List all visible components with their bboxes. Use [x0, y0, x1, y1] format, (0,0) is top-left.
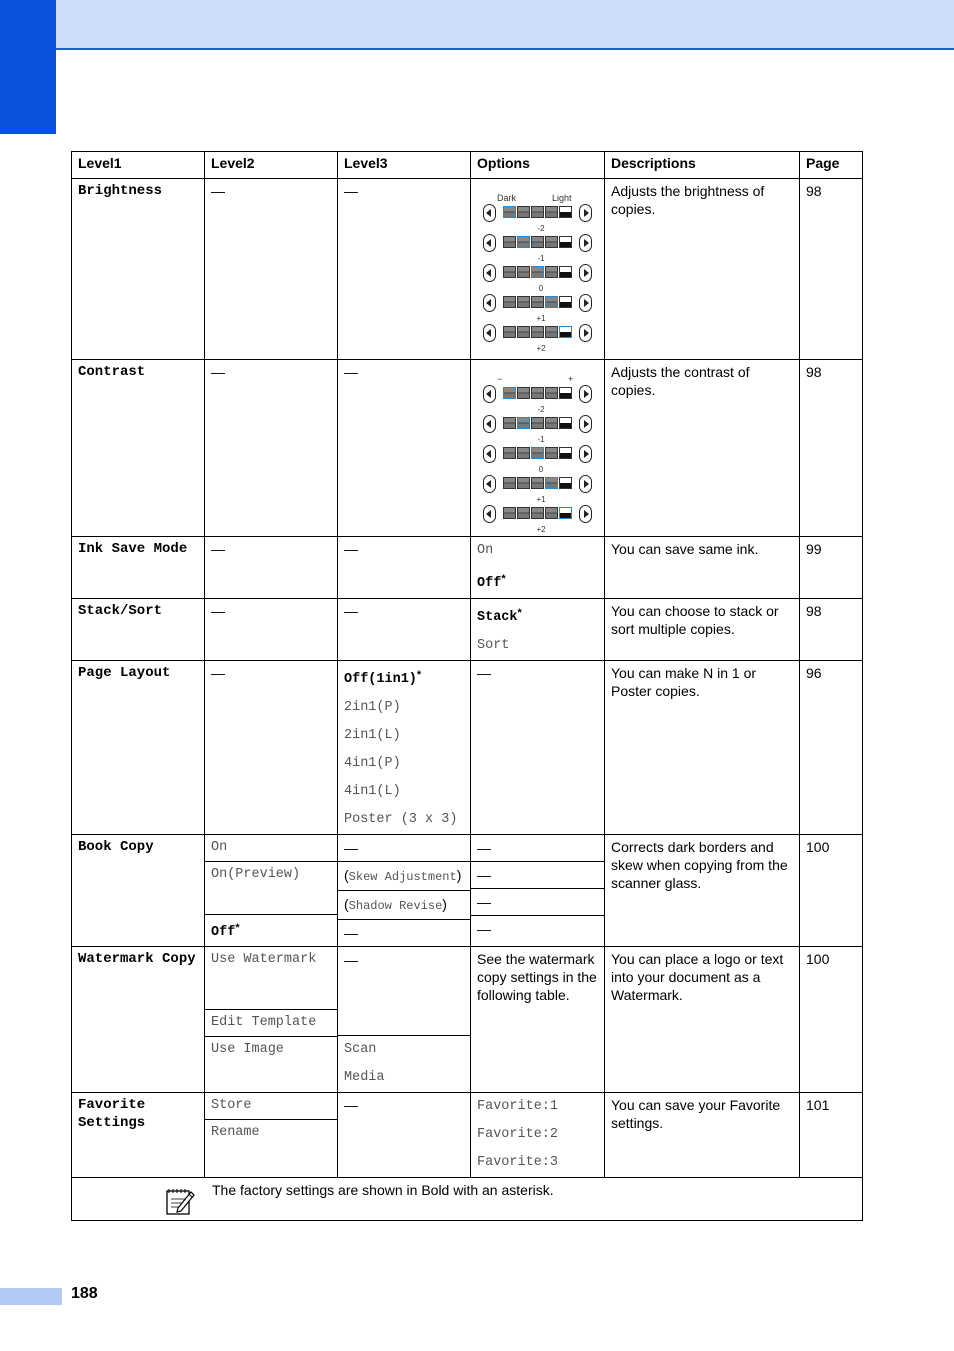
book-option-4: — — [471, 915, 604, 942]
brightness-level3: — — [338, 179, 471, 360]
table-row — [72, 1093, 863, 1178]
level-label: 0 — [538, 465, 544, 474]
level-block — [545, 387, 558, 399]
slider-step-row — [477, 231, 597, 261]
slider-plus-label: + — [568, 374, 574, 384]
header-band — [56, 0, 954, 50]
level-block — [545, 417, 558, 429]
level-label: +2 — [536, 525, 546, 534]
level-block — [503, 477, 516, 489]
media-option: Media — [344, 1070, 385, 1085]
level-block — [503, 417, 516, 429]
level-label: -1 — [537, 435, 545, 444]
level-bar — [503, 236, 573, 248]
level-block — [559, 266, 572, 278]
level-block — [503, 447, 516, 459]
level-label: -2 — [537, 224, 545, 233]
book-copy-level1: Book Copy — [72, 835, 205, 947]
slider-step-row — [477, 382, 597, 412]
level-block — [503, 296, 516, 308]
level-bar — [503, 507, 573, 519]
ink-save-level1: Ink Save Mode — [72, 537, 205, 599]
level-block — [517, 447, 530, 459]
page-layout-description: You can make N in 1 or Poster copies. — [605, 661, 800, 835]
ink-save-description: You can save same ink. — [605, 537, 800, 599]
level-label: +1 — [536, 495, 546, 504]
note-pencil-icon — [165, 1186, 195, 1216]
slider-step-row — [477, 472, 597, 502]
level-block-selected — [531, 266, 544, 278]
watermark-options: See the watermark copy settings in the following table. — [471, 947, 605, 1093]
level-block — [517, 477, 530, 489]
contrast-page: 98 — [800, 360, 863, 537]
brightness-options — [471, 179, 605, 360]
slider-step-row — [477, 442, 597, 472]
level-block — [545, 326, 558, 338]
level-block — [559, 236, 572, 248]
level-block — [559, 447, 572, 459]
footer-band — [0, 1288, 62, 1305]
level-block-selected — [559, 326, 572, 338]
slider-step-row — [477, 261, 597, 291]
brightness-description: Adjusts the brightness of copies. — [605, 179, 800, 360]
watermark-level3-dash: — — [344, 952, 358, 968]
slider-step-row — [477, 412, 597, 442]
level-block — [531, 326, 544, 338]
watermark-level1: Watermark Copy — [72, 947, 205, 1093]
contrast-options — [471, 360, 605, 537]
level-block — [517, 206, 530, 218]
table-row — [72, 537, 863, 599]
chapter-tab — [0, 0, 56, 134]
contrast-slider — [477, 370, 597, 532]
level-block — [545, 447, 558, 459]
slider-minus-label: − — [497, 374, 503, 384]
level-block — [517, 507, 530, 519]
level-bar — [503, 387, 573, 399]
level-block — [517, 266, 530, 278]
book-copy-level3: — (Skew Adjustment) (Shadow Revise) — — [338, 835, 471, 947]
header-level1: Level1 — [72, 152, 205, 179]
level-bar — [503, 417, 573, 429]
use-image: Use Image — [205, 1036, 337, 1063]
level-block — [531, 417, 544, 429]
slider-step-row — [477, 291, 597, 321]
layout-off: Off(1in1) — [344, 672, 417, 687]
level-bar — [503, 206, 573, 218]
book-option-1: — — [477, 840, 491, 856]
watermark-page: 100 — [800, 947, 863, 1093]
favorite-level2 — [205, 1093, 338, 1178]
contrast-description: Adjusts the contrast of copies. — [605, 360, 800, 537]
header-options: Options — [471, 152, 605, 179]
level-block — [559, 477, 572, 489]
page-layout-level3: Off(1in1)* 2in1(P) 2in1(L) 4in1(P) 4in1(L) Poster (3 x 3) — [338, 661, 471, 835]
contrast-level3: — — [338, 360, 471, 537]
layout-poster: Poster (3 x 3) — [344, 812, 458, 827]
brightness-level1: Brightness — [72, 179, 205, 360]
brightness-level2: — — [205, 179, 338, 360]
use-watermark: Use Watermark — [211, 952, 317, 967]
book-copy-level2: On On(Preview) Off* — [205, 835, 338, 947]
level-block — [531, 477, 544, 489]
stack-sort-page: 98 — [800, 599, 863, 661]
level-label: 0 — [538, 284, 544, 293]
shadow-revise: Shadow Revise — [348, 899, 443, 913]
level-block — [517, 387, 530, 399]
layout-4in1-p: 4in1(P) — [344, 756, 401, 771]
book-copy-options — [471, 835, 605, 947]
layout-4in1-l: 4in1(L) — [344, 784, 401, 799]
table-row — [72, 947, 863, 1093]
level-block — [531, 296, 544, 308]
table-row — [72, 599, 863, 661]
level-block-selected — [503, 387, 516, 399]
note-row — [72, 1178, 863, 1221]
stack-sort-options: Stack* Sort — [471, 599, 605, 661]
table-row — [72, 179, 863, 360]
level-block-selected — [545, 477, 558, 489]
rename-option: Rename — [205, 1119, 337, 1146]
level-bar — [503, 296, 573, 308]
ink-save-options: On Off* — [471, 537, 605, 599]
page-layout-level2: — — [205, 661, 338, 835]
stack-sort-level3: — — [338, 599, 471, 661]
ink-save-page: 99 — [800, 537, 863, 599]
level-block — [545, 206, 558, 218]
settings-table — [71, 151, 863, 1221]
level-block — [517, 296, 530, 308]
level-label: +2 — [536, 344, 546, 353]
level-block — [531, 236, 544, 248]
contrast-level2: — — [205, 360, 338, 537]
favorite-page: 101 — [800, 1093, 863, 1178]
favorite-description: You can save your Favorite settings. — [605, 1093, 800, 1178]
edit-template: Edit Template — [205, 1009, 337, 1036]
level-label: -1 — [537, 254, 545, 263]
level-block — [531, 387, 544, 399]
table-row — [72, 661, 863, 835]
level-block — [503, 236, 516, 248]
stack-sort-description: You can choose to stack or sort multiple copies. — [605, 599, 800, 661]
level-block — [531, 206, 544, 218]
favorite-2: Favorite:2 — [477, 1127, 559, 1142]
note-cell — [72, 1178, 863, 1221]
slider-step-row — [477, 201, 597, 231]
level-block — [559, 206, 572, 218]
book-off-level3: — — [338, 919, 470, 946]
option-on: On — [477, 543, 494, 558]
page-layout-options: — — [471, 661, 605, 835]
brightness-page: 98 — [800, 179, 863, 360]
slider-dark-label: Dark — [497, 193, 517, 203]
stack-sort-level1: Stack/Sort — [72, 599, 205, 661]
level-block — [559, 296, 572, 308]
book-on-level3: — — [344, 840, 358, 856]
layout-2in1-l: 2in1(L) — [344, 728, 401, 743]
header-page: Page — [800, 152, 863, 179]
favorite-3: Favorite:3 — [477, 1155, 559, 1170]
header-descriptions: Descriptions — [605, 152, 800, 179]
level-block-selected — [503, 206, 516, 218]
layout-2in1-p: 2in1(P) — [344, 700, 401, 715]
option-off: Off — [477, 576, 502, 591]
slider-light-label: Light — [552, 193, 572, 203]
skew-adjustment: Skew Adjustment — [348, 870, 457, 884]
level-bar — [503, 266, 573, 278]
page-number: 188 — [71, 1285, 98, 1302]
header-level3: Level3 — [338, 152, 471, 179]
slider-step-row — [477, 321, 597, 351]
brightness-slider — [477, 189, 597, 351]
level-block — [559, 417, 572, 429]
level-block-selected — [545, 296, 558, 308]
level-block-selected — [531, 447, 544, 459]
slider-step-row — [477, 502, 597, 532]
book-on-preview: On(Preview) — [205, 861, 337, 914]
favorite-options — [471, 1093, 605, 1178]
book-option-3: — — [471, 888, 604, 915]
contrast-level1: Contrast — [72, 360, 205, 537]
page-layout-level1: Page Layout — [72, 661, 205, 835]
level-block-selected — [517, 417, 530, 429]
level-block — [503, 326, 516, 338]
favorite-level3: — — [338, 1093, 471, 1178]
book-copy-page: 100 — [800, 835, 863, 947]
level-bar — [503, 447, 573, 459]
page-layout-page: 96 — [800, 661, 863, 835]
option-sort: Sort — [477, 638, 510, 653]
book-copy-description: Corrects dark borders and skew when copying from the scanner glass. — [605, 835, 800, 947]
option-stack: Stack — [477, 610, 518, 625]
level-label: +1 — [536, 314, 546, 323]
level-block — [503, 266, 516, 278]
table-header-row — [72, 152, 863, 179]
level-label: -2 — [537, 405, 545, 414]
note-text: The factory settings are shown in Bold with an asterisk. — [212, 1182, 554, 1198]
stack-sort-level2: — — [205, 599, 338, 661]
level-block — [545, 507, 558, 519]
book-on: On — [211, 840, 228, 855]
level-block — [503, 507, 516, 519]
level-bar — [503, 326, 573, 338]
level-block — [545, 266, 558, 278]
store-option: Store — [211, 1098, 252, 1113]
watermark-level2 — [205, 947, 338, 1093]
level-block-selected — [559, 507, 572, 519]
book-option-2: — — [471, 861, 604, 888]
level-block-selected — [517, 236, 530, 248]
level-block — [531, 507, 544, 519]
table-row — [72, 835, 863, 947]
header-level2: Level2 — [205, 152, 338, 179]
level-block — [517, 326, 530, 338]
scan-option: Scan — [338, 1035, 470, 1064]
ink-save-level2: — — [205, 537, 338, 599]
favorite-level1: Favorite Settings — [72, 1093, 205, 1178]
book-off: Off — [211, 925, 236, 940]
ink-save-level3: — — [338, 537, 471, 599]
level-bar — [503, 477, 573, 489]
table-row — [72, 360, 863, 537]
favorite-1: Favorite:1 — [477, 1099, 559, 1114]
level-block — [545, 236, 558, 248]
watermark-level3 — [338, 947, 471, 1093]
level-block — [559, 387, 572, 399]
watermark-description: You can place a logo or text into your document as a Watermark. — [605, 947, 800, 1093]
